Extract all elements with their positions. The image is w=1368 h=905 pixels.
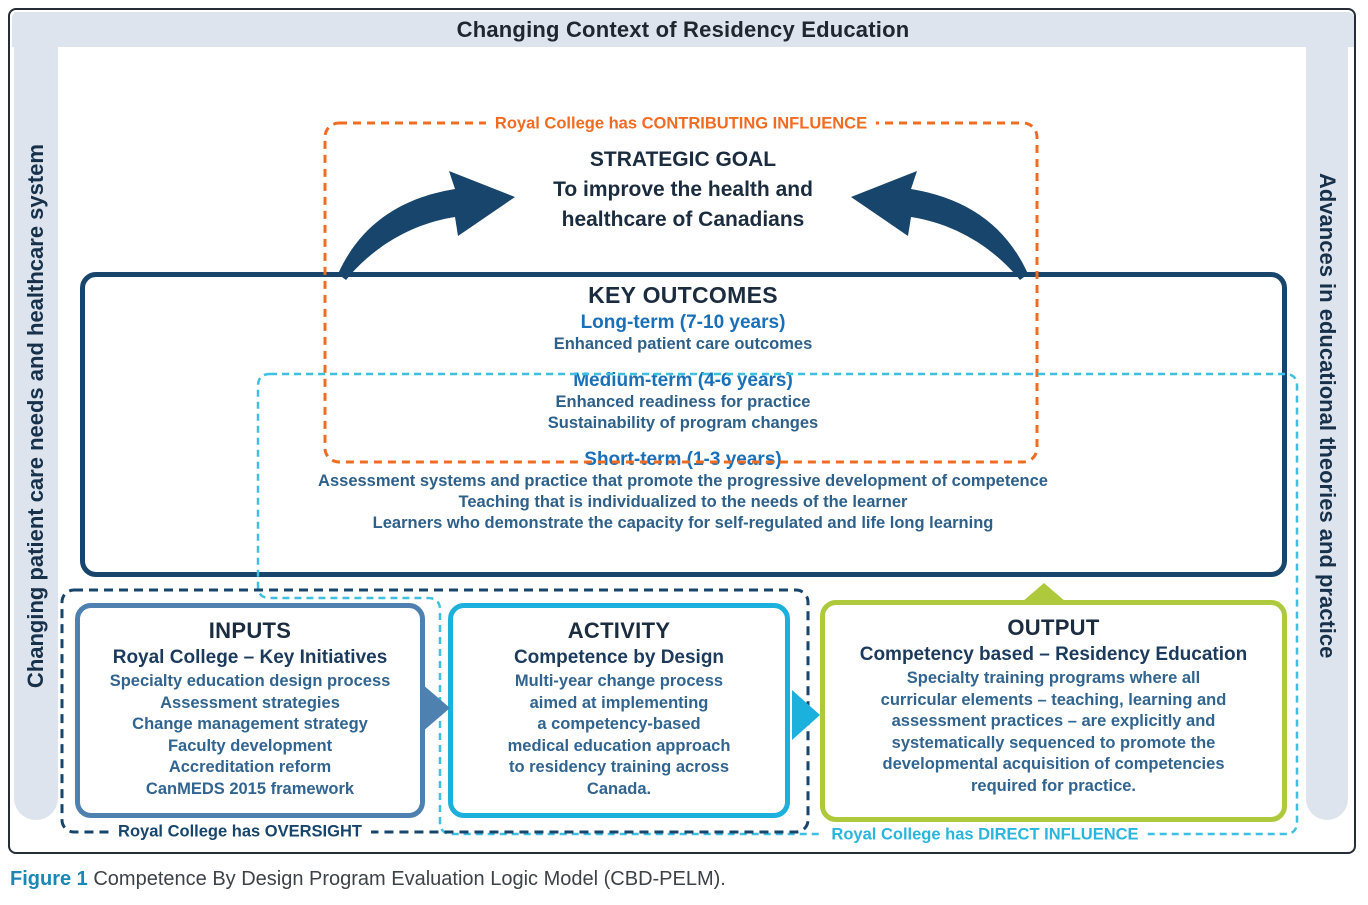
inputs-title: INPUTS <box>208 618 292 643</box>
short-term-line: Learners who demonstrate the capacity for self-regulated and life long learning <box>372 514 994 532</box>
oversight-label: Royal College has OVERSIGHT <box>109 823 371 842</box>
output-line: systematically sequenced to promote the <box>891 733 1216 752</box>
strategic-goal-block <box>433 148 933 235</box>
output-title: OUTPUT <box>1007 615 1100 640</box>
inputs-item: CanMEDS 2015 framework <box>145 779 355 798</box>
figure-caption <box>10 868 726 891</box>
long-term-heading: Long-term (7-10 years) <box>580 312 786 333</box>
activity-line: to residency training across <box>508 758 730 776</box>
direct-influence-label: Royal College has DIRECT INFLUENCE <box>822 826 1147 845</box>
short-term-line: Teaching that is individualized to the needs of the learner <box>458 493 908 511</box>
key-outcomes-title: KEY OUTCOMES <box>588 282 778 308</box>
medium-term-line: Enhanced readiness for practice <box>555 393 811 411</box>
output-line: required for practice. <box>970 776 1137 795</box>
activity-title: ACTIVITY <box>567 618 671 643</box>
activity-line: medical education approach <box>507 736 731 755</box>
activity-line: a competency-based <box>537 715 701 733</box>
short-term-line: Assessment systems and practice that promote the progressive development of competence <box>318 472 1048 490</box>
output-line: curricular elements – teaching, learning and <box>880 690 1227 709</box>
medium-term-heading: Medium-term (4-6 years) <box>573 370 793 391</box>
inputs-box <box>75 603 425 818</box>
figure-caption-number: Figure 1 <box>10 868 88 890</box>
contributing-influence-label: Royal College has CONTRIBUTING INFLUENCE <box>486 115 876 134</box>
activity-subtitle: Competence by Design <box>513 647 725 668</box>
medium-term-line: Sustainability of program changes <box>547 414 819 432</box>
inputs-item: Faculty development <box>167 736 333 755</box>
figure-caption-text: Competence By Design Program Evaluation Logic Model (CBD-PELM). <box>93 868 726 890</box>
long-term-line: Enhanced patient care outcomes <box>553 335 813 353</box>
strategic-goal-title: STRATEGIC GOAL <box>589 148 777 171</box>
activity-line: Canada. <box>586 779 652 798</box>
right-context-strip <box>1306 12 1348 820</box>
left-strip-label: Changing patient care needs and healthcare system <box>23 143 48 689</box>
top-band-title: Changing Context of Residency Education <box>456 16 910 42</box>
strategic-goal-line: healthcare of Canadians <box>561 208 805 231</box>
right-strip-label: Advances in educational theories and practice <box>1315 173 1340 659</box>
inputs-item: Specialty education design process <box>109 672 391 690</box>
inputs-item: Change management strategy <box>132 715 368 733</box>
output-line: developmental acquisition of competencies <box>882 755 1225 773</box>
output-line: assessment practices – are explicitly and <box>891 712 1216 730</box>
output-subtitle: Competency based – Residency Education <box>859 644 1248 665</box>
short-term-heading: Short-term (1-3 years) <box>584 449 782 470</box>
activity-line: aimed at implementing <box>529 693 709 712</box>
left-context-strip <box>14 12 58 820</box>
output-line: Specialty training programs where all <box>906 669 1201 687</box>
activity-box <box>448 603 790 818</box>
inputs-item: Accreditation reform <box>168 758 332 776</box>
inputs-item: Assessment strategies <box>160 693 340 712</box>
strategic-goal-line: To improve the health and <box>553 178 813 201</box>
key-outcomes-content <box>90 282 1276 534</box>
top-context-band <box>12 12 1354 47</box>
inputs-subtitle: Royal College – Key Initiatives <box>112 647 388 668</box>
activity-line: Multi-year change process <box>514 672 724 690</box>
output-box <box>820 600 1287 822</box>
